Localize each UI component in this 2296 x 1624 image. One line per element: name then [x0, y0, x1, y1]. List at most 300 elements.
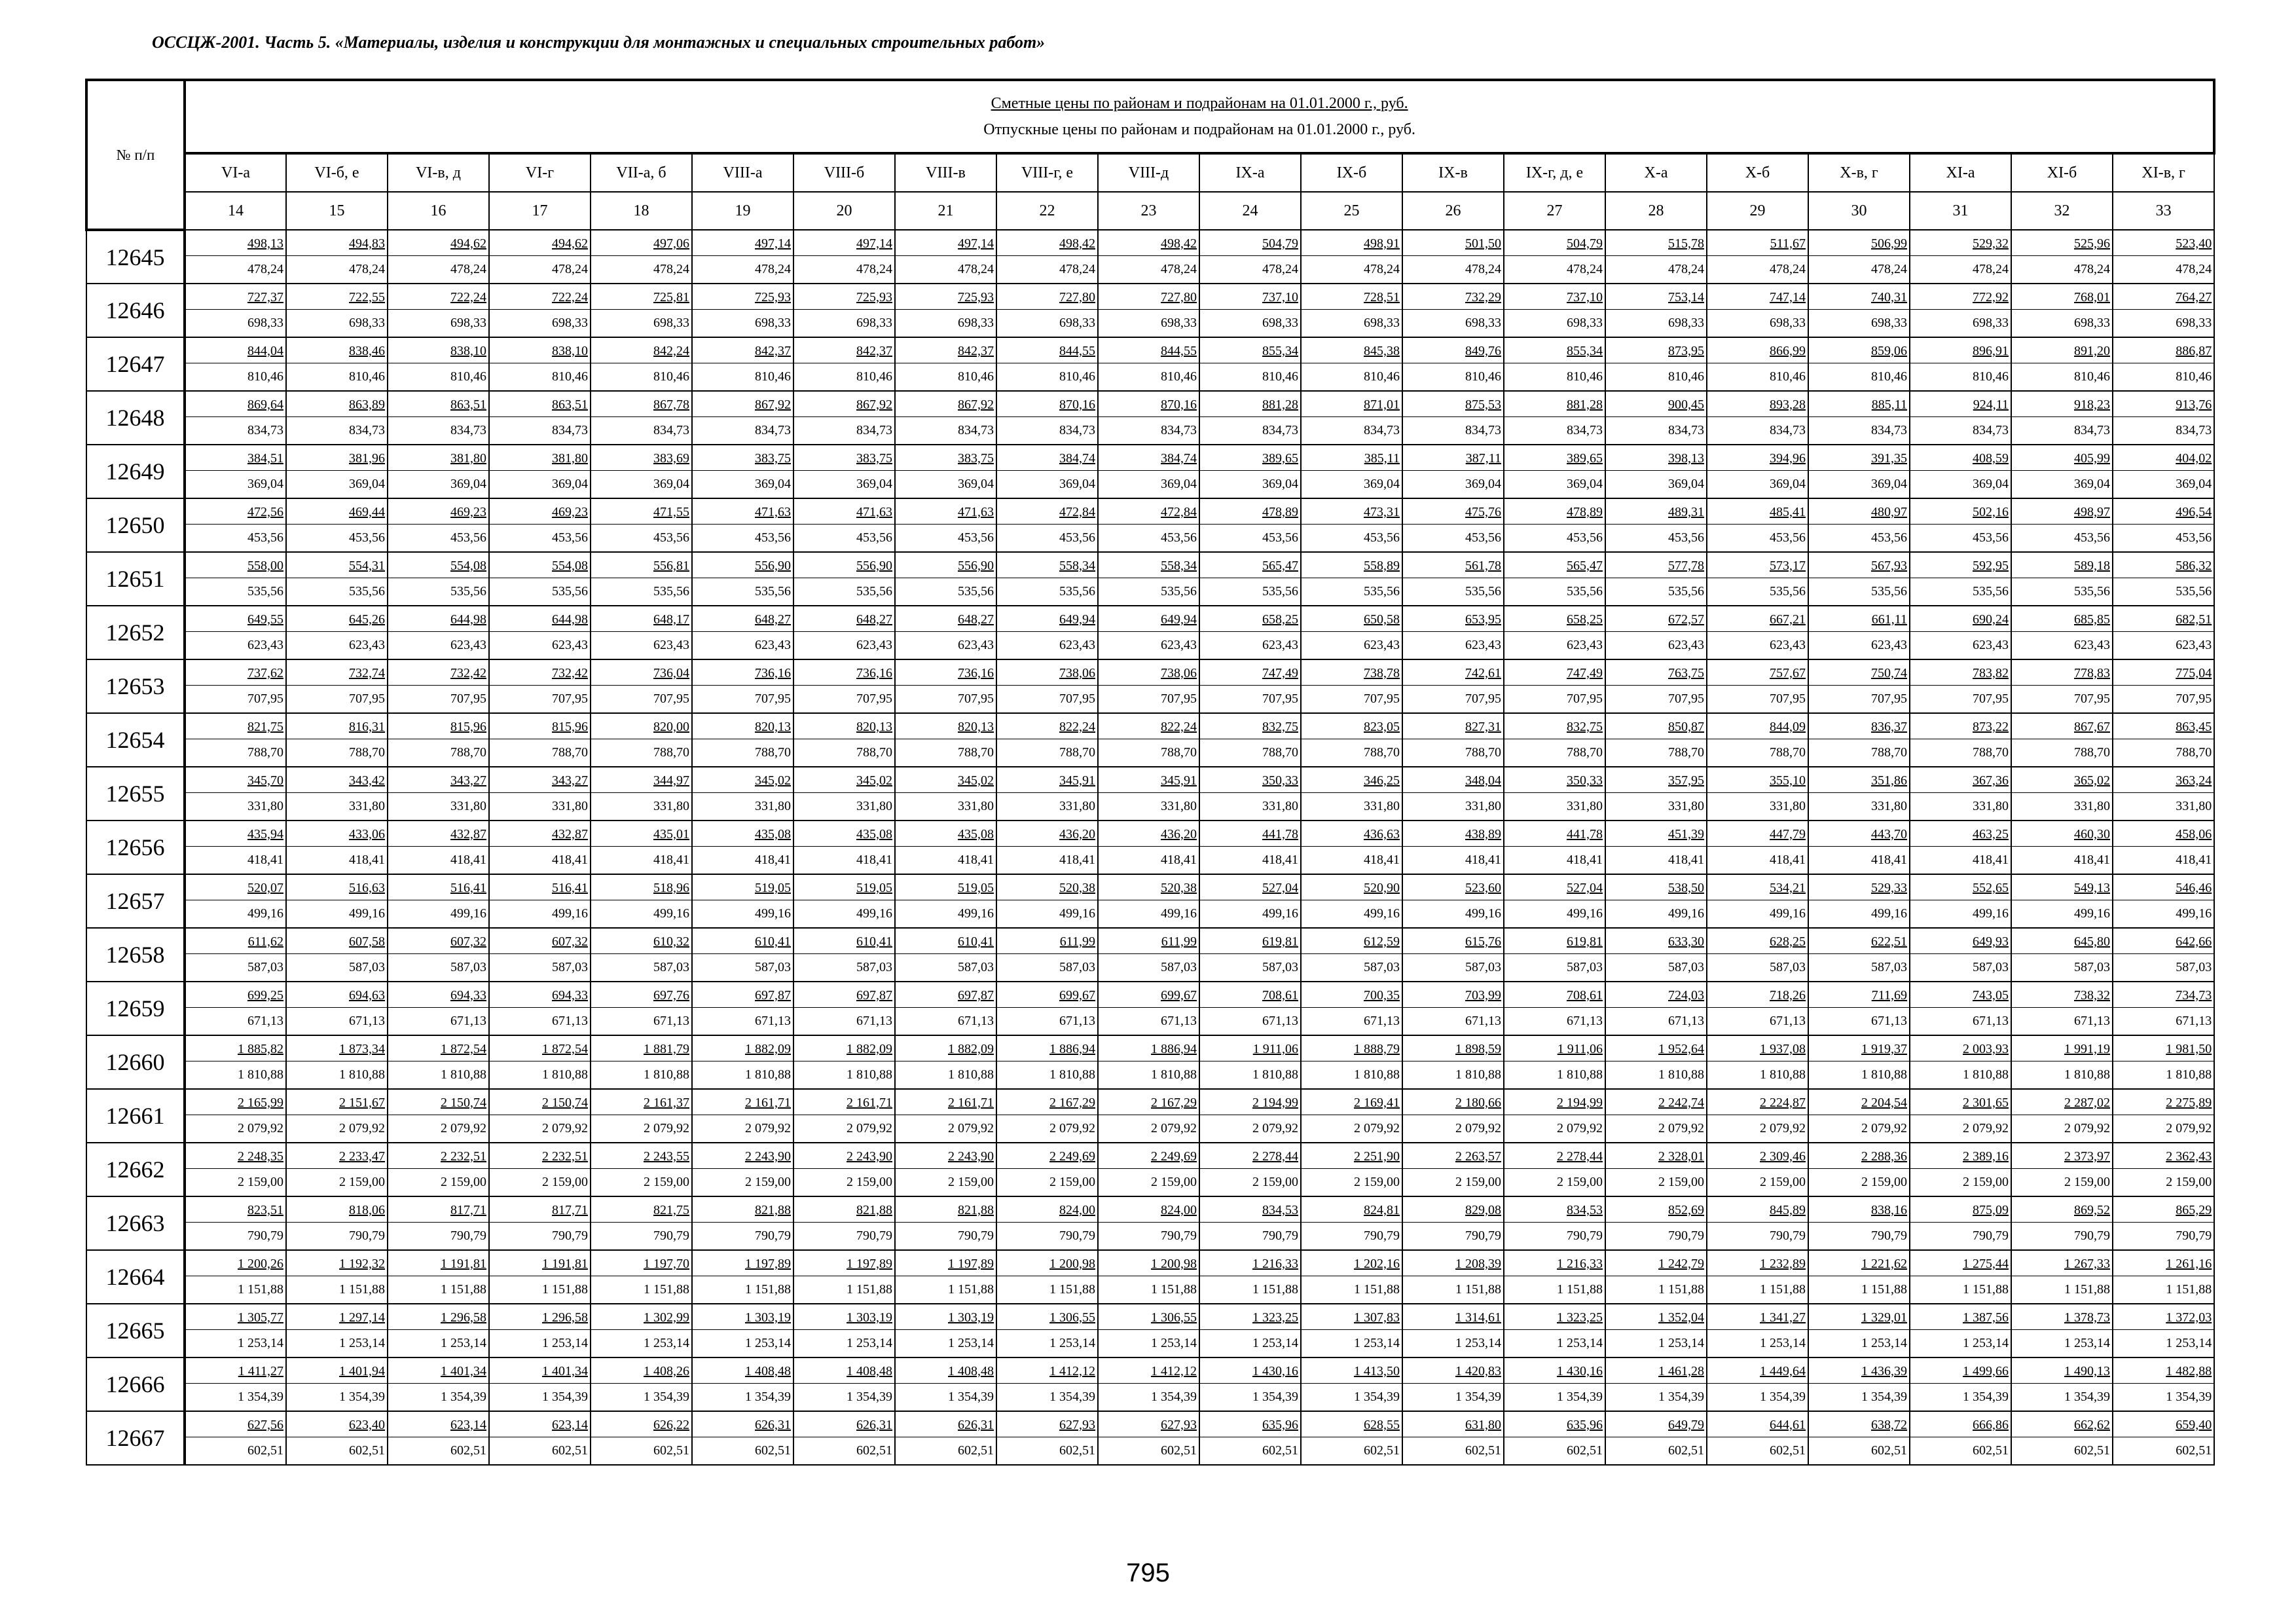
estimated-price: 607,32 — [388, 929, 488, 954]
estimated-price: 627,93 — [997, 1412, 1097, 1437]
release-price: 535,56 — [450, 584, 486, 599]
column-number: 23 — [1098, 192, 1199, 230]
estimated-price: 385,11 — [1302, 445, 1402, 471]
release-price: 369,04 — [1059, 477, 1095, 491]
price-cell — [793, 552, 895, 606]
table-row — [86, 1089, 2214, 1143]
estimated-price: 863,45 — [2113, 714, 2214, 739]
release-price: 707,95 — [2074, 692, 2110, 706]
estimated-price: 2 180,66 — [1403, 1090, 1503, 1115]
estimated-price: 538,50 — [1606, 875, 1706, 900]
estimated-price: 2 362,43 — [2113, 1143, 2214, 1169]
price-table — [85, 79, 2215, 1466]
price-cell — [895, 928, 996, 982]
estimated-price: 381,80 — [490, 445, 590, 471]
release-price: 2 159,00 — [2166, 1175, 2212, 1189]
estimated-price: 821,75 — [186, 714, 285, 739]
estimated-price: 2 204,54 — [1809, 1090, 1909, 1115]
price-cell — [1199, 1089, 1301, 1143]
price-cell — [489, 1035, 591, 1089]
price-cell — [1402, 498, 1504, 552]
release-price: 499,16 — [1262, 906, 1298, 921]
price-cell — [1605, 1143, 1707, 1196]
release-price: 671,13 — [856, 1014, 892, 1028]
price-cell — [591, 284, 692, 337]
table-row — [86, 928, 2214, 982]
price-cell — [286, 552, 388, 606]
estimated-price: 2 194,99 — [1200, 1090, 1300, 1115]
price-cell — [1301, 337, 1402, 391]
release-price: 671,13 — [1770, 1014, 1806, 1028]
region-header: VI-б, е — [286, 153, 388, 192]
estimated-price: 724,03 — [1606, 982, 1706, 1008]
estimated-price: 891,20 — [2012, 338, 2112, 363]
release-price: 331,80 — [1973, 799, 2009, 813]
estimated-price: 611,99 — [1099, 929, 1199, 954]
price-cell — [692, 713, 793, 767]
release-price: 369,04 — [2176, 477, 2212, 491]
estimated-price: 498,97 — [2012, 499, 2112, 525]
release-price: 602,51 — [1871, 1443, 1907, 1458]
estimated-price: 567,93 — [1809, 553, 1909, 578]
estimated-price: 648,27 — [896, 606, 996, 632]
estimated-price: 737,10 — [1200, 284, 1300, 310]
release-price: 1 354,39 — [542, 1390, 588, 1404]
estimated-price: 815,96 — [490, 714, 590, 739]
estimated-price: 918,23 — [2012, 392, 2112, 417]
release-price: 1 810,88 — [1455, 1067, 1501, 1082]
estimated-price: 725,81 — [591, 284, 691, 310]
estimated-price: 834,53 — [1200, 1197, 1300, 1223]
release-price: 810,46 — [653, 369, 689, 384]
region-header: VIII-б — [793, 153, 895, 192]
estimated-price: 404,02 — [2113, 445, 2214, 471]
estimated-price: 344,97 — [591, 767, 691, 793]
price-cell — [1504, 874, 1605, 928]
release-price: 1 253,14 — [644, 1336, 689, 1350]
estimated-price: 501,50 — [1403, 231, 1503, 256]
estimated-price: 832,75 — [1200, 714, 1300, 739]
estimated-price: 2 150,74 — [388, 1090, 488, 1115]
price-cell — [1808, 1304, 1910, 1357]
price-cell — [489, 1089, 591, 1143]
release-price: 1 151,88 — [1557, 1282, 1603, 1297]
release-price: 499,16 — [653, 906, 689, 921]
price-cell — [996, 982, 1098, 1035]
row-number: 12653 — [86, 659, 185, 713]
price-cell — [996, 606, 1098, 659]
release-price: 478,24 — [247, 262, 283, 276]
release-price: 331,80 — [1567, 799, 1603, 813]
estimated-price: 2 243,55 — [591, 1143, 691, 1169]
price-cell — [185, 230, 286, 284]
price-cell — [996, 1250, 1098, 1304]
release-price: 2 079,92 — [1861, 1121, 1907, 1135]
release-price: 2 079,92 — [1557, 1121, 1603, 1135]
release-price: 1 253,14 — [2166, 1336, 2212, 1350]
estimated-price: 1 411,27 — [186, 1358, 285, 1384]
estimated-price: 736,16 — [896, 660, 996, 686]
release-price: 623,43 — [450, 638, 486, 652]
price-cell — [1808, 337, 1910, 391]
price-cell — [489, 1304, 591, 1357]
price-cell — [388, 874, 489, 928]
price-cell — [1504, 606, 1605, 659]
price-cell — [996, 1411, 1098, 1465]
price-cell — [1098, 1304, 1199, 1357]
price-cell — [185, 1411, 286, 1465]
price-cell — [489, 391, 591, 445]
estimated-price: 447,79 — [1707, 821, 1808, 847]
release-price: 1 151,88 — [542, 1282, 588, 1297]
estimated-price: 2 151,67 — [287, 1090, 387, 1115]
estimated-price: 1 886,94 — [997, 1036, 1097, 1061]
estimated-price: 480,97 — [1809, 499, 1909, 525]
estimated-price: 520,07 — [186, 875, 285, 900]
estimated-price: 607,32 — [490, 929, 590, 954]
release-price: 1 253,14 — [1760, 1336, 1806, 1350]
price-cell — [1605, 391, 1707, 445]
price-cell — [1199, 284, 1301, 337]
release-price: 602,51 — [1262, 1443, 1298, 1458]
estimated-price: 871,01 — [1302, 392, 1402, 417]
release-price: 478,24 — [1059, 262, 1095, 276]
estimated-price: 659,40 — [2113, 1412, 2214, 1437]
estimated-price: 469,23 — [388, 499, 488, 525]
price-cell — [591, 928, 692, 982]
release-price: 698,33 — [958, 316, 994, 330]
release-price: 1 354,39 — [441, 1390, 486, 1404]
estimated-price: 672,57 — [1606, 606, 1706, 632]
estimated-price: 610,41 — [896, 929, 996, 954]
release-price: 1 253,14 — [948, 1336, 994, 1350]
price-cell — [996, 1089, 1098, 1143]
price-cell — [1707, 337, 1808, 391]
estimated-price: 2 150,74 — [490, 1090, 590, 1115]
price-cell — [895, 713, 996, 767]
estimated-price: 661,11 — [1809, 606, 1909, 632]
estimated-price: 592,95 — [1910, 553, 2011, 578]
price-cell — [1402, 230, 1504, 284]
price-cell — [2113, 982, 2214, 1035]
release-price: 788,70 — [1465, 745, 1501, 760]
price-cell — [996, 445, 1098, 498]
release-price: 478,24 — [1973, 262, 2009, 276]
release-price: 587,03 — [1871, 960, 1907, 974]
price-cell — [895, 821, 996, 874]
price-cell — [2113, 821, 2214, 874]
estimated-price: 471,63 — [794, 499, 894, 525]
estimated-price: 520,38 — [1099, 875, 1199, 900]
estimated-price: 1 197,89 — [794, 1251, 894, 1276]
price-cell — [1707, 1089, 1808, 1143]
price-cell — [1808, 552, 1910, 606]
release-price: 478,24 — [2176, 262, 2212, 276]
price-cell — [2011, 928, 2113, 982]
estimated-price: 700,35 — [1302, 982, 1402, 1008]
estimated-price: 1 307,83 — [1302, 1304, 1402, 1330]
estimated-price: 519,05 — [794, 875, 894, 900]
estimated-price: 732,29 — [1403, 284, 1503, 310]
price-cell — [1301, 230, 1402, 284]
price-cell — [591, 767, 692, 821]
price-cell — [895, 659, 996, 713]
release-price: 834,73 — [1770, 423, 1806, 437]
price-cell — [1199, 230, 1301, 284]
release-price: 2 079,92 — [2064, 1121, 2110, 1135]
price-cell — [895, 1411, 996, 1465]
release-price: 1 151,88 — [1151, 1282, 1197, 1297]
row-number: 12661 — [86, 1089, 185, 1143]
estimated-price: 622,51 — [1809, 929, 1909, 954]
estimated-price: 527,04 — [1504, 875, 1605, 900]
price-cell — [895, 1035, 996, 1089]
estimated-price: 727,80 — [1099, 284, 1199, 310]
release-price: 834,73 — [1465, 423, 1501, 437]
estimated-price: 586,32 — [2113, 553, 2214, 578]
release-price: 790,79 — [856, 1228, 892, 1243]
release-price: 499,16 — [1770, 906, 1806, 921]
release-price: 478,24 — [349, 262, 385, 276]
estimated-price: 832,75 — [1504, 714, 1605, 739]
estimated-price: 558,34 — [1099, 553, 1199, 578]
release-price: 1 810,88 — [339, 1067, 385, 1082]
price-cell — [1301, 659, 1402, 713]
estimated-price: 471,63 — [896, 499, 996, 525]
release-price: 535,56 — [349, 584, 385, 599]
price-cell — [2011, 1196, 2113, 1250]
release-price: 1 151,88 — [948, 1282, 994, 1297]
estimated-price: 838,16 — [1809, 1197, 1909, 1223]
table-row — [86, 1304, 2214, 1357]
estimated-price: 1 888,79 — [1302, 1036, 1402, 1061]
price-cell — [1504, 391, 1605, 445]
price-cell — [1098, 552, 1199, 606]
release-price: 478,24 — [755, 262, 791, 276]
price-cell — [2011, 1411, 2113, 1465]
price-cell — [489, 337, 591, 391]
release-price: 623,43 — [552, 638, 588, 652]
estimated-price: 886,87 — [2113, 338, 2214, 363]
price-cell — [286, 445, 388, 498]
release-price: 671,13 — [1973, 1014, 2009, 1028]
estimated-price: 645,80 — [2012, 929, 2112, 954]
release-price: 1 810,88 — [847, 1067, 892, 1082]
release-price: 418,41 — [2074, 853, 2110, 867]
price-cell — [1910, 1411, 2011, 1465]
price-cell — [1605, 606, 1707, 659]
release-price: 671,13 — [247, 1014, 283, 1028]
price-cell — [286, 874, 388, 928]
estimated-price: 855,34 — [1200, 338, 1300, 363]
release-price: 788,70 — [1059, 745, 1095, 760]
release-price: 671,13 — [1465, 1014, 1501, 1028]
estimated-price: 736,16 — [794, 660, 894, 686]
estimated-price: 645,26 — [287, 606, 387, 632]
price-cell — [2113, 391, 2214, 445]
estimated-price: 867,92 — [693, 392, 793, 417]
release-price: 1 253,14 — [1658, 1336, 1704, 1350]
row-number: 12655 — [86, 767, 185, 821]
price-cell — [185, 874, 286, 928]
release-price: 369,04 — [958, 477, 994, 491]
estimated-price: 343,42 — [287, 767, 387, 793]
estimated-price: 348,04 — [1403, 767, 1503, 793]
price-cell — [1402, 606, 1504, 659]
release-price: 535,56 — [1770, 584, 1806, 599]
price-cell — [1910, 1035, 2011, 1089]
price-cell — [1098, 606, 1199, 659]
estimated-price: 737,10 — [1504, 284, 1605, 310]
release-price: 453,56 — [247, 530, 283, 545]
estimated-price: 432,87 — [388, 821, 488, 847]
price-cell — [185, 1196, 286, 1250]
release-price: 788,70 — [856, 745, 892, 760]
estimated-price: 355,10 — [1707, 767, 1808, 793]
release-price: 1 810,88 — [1354, 1067, 1400, 1082]
price-cell — [1199, 982, 1301, 1035]
release-price: 810,46 — [856, 369, 892, 384]
estimated-price: 666,86 — [1910, 1412, 2011, 1437]
price-cell — [1707, 928, 1808, 982]
release-price: 1 354,39 — [948, 1390, 994, 1404]
estimated-price: 472,56 — [186, 499, 285, 525]
price-cell — [1605, 1357, 1707, 1411]
release-price: 790,79 — [2176, 1228, 2212, 1243]
estimated-price: 1 911,06 — [1200, 1036, 1300, 1061]
price-cell — [286, 767, 388, 821]
price-cell — [2113, 1250, 2214, 1304]
price-cell — [996, 1143, 1098, 1196]
estimated-price: 757,67 — [1707, 660, 1808, 686]
price-cell — [692, 767, 793, 821]
release-price: 602,51 — [1465, 1443, 1501, 1458]
price-cell — [591, 552, 692, 606]
release-price: 331,80 — [958, 799, 994, 813]
release-price: 2 159,00 — [644, 1175, 689, 1189]
estimated-price: 631,80 — [1403, 1412, 1503, 1437]
release-price: 623,43 — [1161, 638, 1197, 652]
release-price: 602,51 — [1161, 1443, 1197, 1458]
price-cell — [2113, 713, 2214, 767]
column-number: 16 — [388, 192, 489, 230]
estimated-price: 725,93 — [794, 284, 894, 310]
estimated-price: 552,65 — [1910, 875, 2011, 900]
estimated-price: 859,06 — [1809, 338, 1909, 363]
price-cell — [2011, 498, 2113, 552]
price-cell — [489, 659, 591, 713]
price-cell — [1504, 230, 1605, 284]
estimated-price: 863,89 — [287, 392, 387, 417]
price-cell — [895, 445, 996, 498]
price-cell — [2113, 1089, 2214, 1143]
estimated-price: 389,65 — [1200, 445, 1300, 471]
release-price: 623,43 — [1973, 638, 2009, 652]
price-cell — [591, 1089, 692, 1143]
table-row — [86, 606, 2214, 659]
price-cell — [591, 1196, 692, 1250]
estimated-price: 497,06 — [591, 231, 691, 256]
estimated-price: 740,31 — [1809, 284, 1909, 310]
estimated-price: 577,78 — [1606, 553, 1706, 578]
price-cell — [1301, 391, 1402, 445]
estimated-price: 1 267,33 — [2012, 1251, 2112, 1276]
estimated-price: 1 408,48 — [693, 1358, 793, 1384]
release-price: 535,56 — [1161, 584, 1197, 599]
price-cell — [1504, 982, 1605, 1035]
estimated-price: 703,99 — [1403, 982, 1503, 1008]
estimated-price: 525,96 — [2012, 231, 2112, 256]
price-cell — [591, 337, 692, 391]
release-price: 1 151,88 — [1658, 1282, 1704, 1297]
price-cell — [489, 1357, 591, 1411]
price-cell — [388, 1304, 489, 1357]
price-cell — [185, 284, 286, 337]
estimated-price: 885,11 — [1809, 392, 1909, 417]
price-cell — [1605, 230, 1707, 284]
price-cell — [692, 1196, 793, 1250]
release-price: 478,24 — [1262, 262, 1298, 276]
estimated-price: 2 263,57 — [1403, 1143, 1503, 1169]
price-cell — [793, 1250, 895, 1304]
estimated-price: 2 161,71 — [896, 1090, 996, 1115]
release-price: 2 159,00 — [948, 1175, 994, 1189]
release-price: 418,41 — [1770, 853, 1806, 867]
row-number-header: № п/п — [86, 80, 185, 230]
release-price: 788,70 — [247, 745, 283, 760]
price-cell — [1808, 767, 1910, 821]
estimated-price: 881,28 — [1504, 392, 1605, 417]
release-price: 331,80 — [2176, 799, 2212, 813]
release-price: 369,04 — [1465, 477, 1501, 491]
price-cell — [2011, 659, 2113, 713]
release-price: 788,70 — [1567, 745, 1603, 760]
table-row — [86, 1357, 2214, 1411]
price-cell — [1808, 821, 1910, 874]
release-price: 810,46 — [552, 369, 588, 384]
price-cell — [489, 1196, 591, 1250]
estimated-price: 343,27 — [490, 767, 590, 793]
release-price: 707,95 — [450, 692, 486, 706]
release-price: 2 159,00 — [1354, 1175, 1400, 1189]
release-price: 788,70 — [653, 745, 689, 760]
release-price: 453,56 — [856, 530, 892, 545]
release-price: 2 159,00 — [1252, 1175, 1298, 1189]
price-cell — [185, 1357, 286, 1411]
estimated-price: 732,42 — [490, 660, 590, 686]
estimated-price: 2 243,90 — [794, 1143, 894, 1169]
estimated-price: 1 408,26 — [591, 1358, 691, 1384]
price-cell — [489, 874, 591, 928]
price-cell — [2113, 552, 2214, 606]
estimated-price: 816,31 — [287, 714, 387, 739]
estimated-price: 711,69 — [1809, 982, 1909, 1008]
estimated-price: 1 919,37 — [1809, 1036, 1909, 1061]
estimated-price: 648,17 — [591, 606, 691, 632]
price-cell — [2113, 1143, 2214, 1196]
price-cell — [2011, 337, 2113, 391]
estimated-price: 345,02 — [794, 767, 894, 793]
release-price: 834,73 — [1973, 423, 2009, 437]
release-price: 369,04 — [755, 477, 791, 491]
price-cell — [1707, 606, 1808, 659]
release-price: 331,80 — [1770, 799, 1806, 813]
estimated-price: 384,51 — [186, 445, 285, 471]
estimated-price: 2 288,36 — [1809, 1143, 1909, 1169]
column-number: 31 — [1910, 192, 2011, 230]
estimated-price: 649,55 — [186, 606, 285, 632]
price-cell — [2011, 767, 2113, 821]
